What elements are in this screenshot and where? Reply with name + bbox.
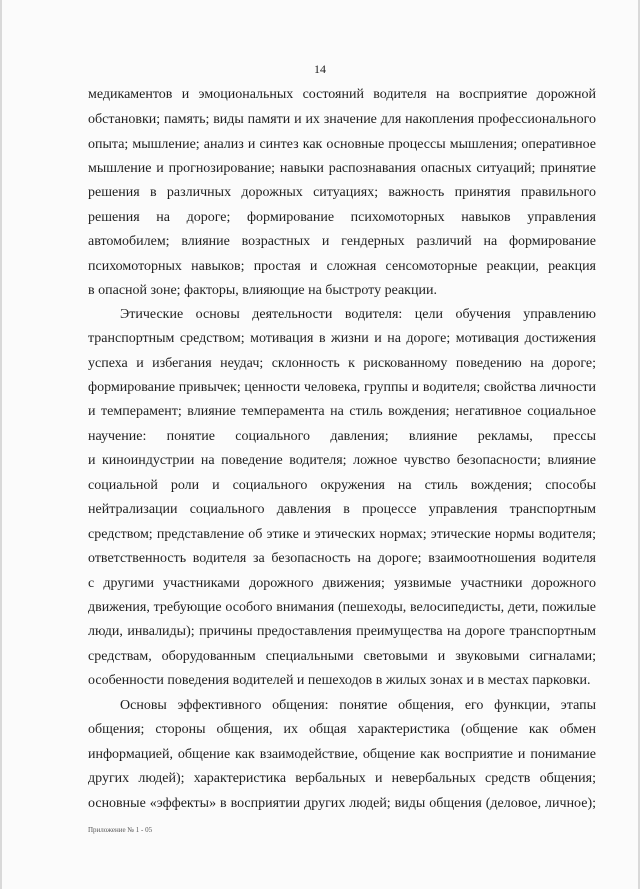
text-line: других людей); характеристика вербальных и невербальных средств общения; <box>88 771 596 786</box>
text-line: средством; представление об этике и этических нормах; этические нормы водителя; <box>88 527 596 542</box>
text-line: средствам, оборудованным специальными световыми и звуковыми сигналами; <box>88 649 596 664</box>
text-line: психомоторных навыков; простая и сложная сенсомоторные реакции, реакция <box>88 259 596 274</box>
text-line: Основы эффективного общения: понятие общения, его функции, этапы <box>120 698 596 713</box>
text-line: информацией, общение как взаимодействие, общение как восприятие и понимание <box>88 747 596 762</box>
text-line: нейтрализации социального давления в процессе управления транспортным <box>88 502 596 517</box>
text-line: в опасной зоне; факторы, влияющие на быстроту реакции. <box>88 283 437 298</box>
text-line: транспортным средством; мотивация в жизни и на дороге; мотивация достижения <box>88 331 596 346</box>
text-line: основные «эффекты» в восприятии других людей; виды общения (деловое, личное); <box>88 796 596 811</box>
text-line: решения в различных дорожных ситуациях; важность принятия правильного <box>88 185 596 200</box>
text-line: успеха и избегания неудач; склонность к рискованному поведению на дороге; <box>88 356 596 371</box>
text-line: мышление и прогнозирование; навыки распознавания опасных ситуаций; принятие <box>88 161 596 176</box>
text-line: решения на дороге; формирование психомоторных навыков управления <box>88 210 596 225</box>
text-line: медикаментов и эмоциональных состояний водителя на восприятие дорожной <box>88 87 596 102</box>
text-line: социальной роли и социального окружения на стиль вождения; способы <box>88 478 596 493</box>
text-line: формирование привычек; ценности человека, группы и водителя; свойства личности <box>88 380 596 395</box>
text-line: обстановки; память; виды памяти и их значение для накопления профессионального <box>88 112 596 127</box>
text-line: автомобилем; влияние возрастных и гендерных различий на формирование <box>88 234 596 249</box>
text-line: научение: понятие социального давления; влияние рекламы, прессы <box>88 429 596 444</box>
text-line: общения; стороны общения, их общая характеристика (общение как обмен <box>88 722 596 737</box>
scan-edge-left <box>0 0 2 889</box>
text-line: особенности поведения водителей и пешеходов в жилых зонах и в местах парковки. <box>88 673 591 688</box>
text-line: опыта; мышление; анализ и синтез как основные процессы мышления; оперативное <box>88 137 596 152</box>
text-line: движения, требующие особого внимания (пешеходы, велосипедисты, дети, пожилые <box>88 600 596 615</box>
text-line: Этические основы деятельности водителя: цели обучения управлению <box>120 307 596 322</box>
text-line: с другими участниками дорожного движения; уязвимые участники дорожного <box>88 576 596 591</box>
footer-note: Приложение № 1 - 05 <box>88 826 153 834</box>
page-number: 14 <box>314 62 326 76</box>
text-line: ответственность водителя за безопасность на дороге; взаимоотношения водителя <box>88 551 596 566</box>
text-line: и киноиндустрии на поведение водителя; ложное чувство безопасности; влияние <box>88 453 596 468</box>
text-line: люди, инвалиды); причины предоставления преимущества на дороге транспортным <box>88 624 596 639</box>
text-line: и темперамент; влияние темперамента на стиль вождения; негативное социальное <box>88 404 596 419</box>
